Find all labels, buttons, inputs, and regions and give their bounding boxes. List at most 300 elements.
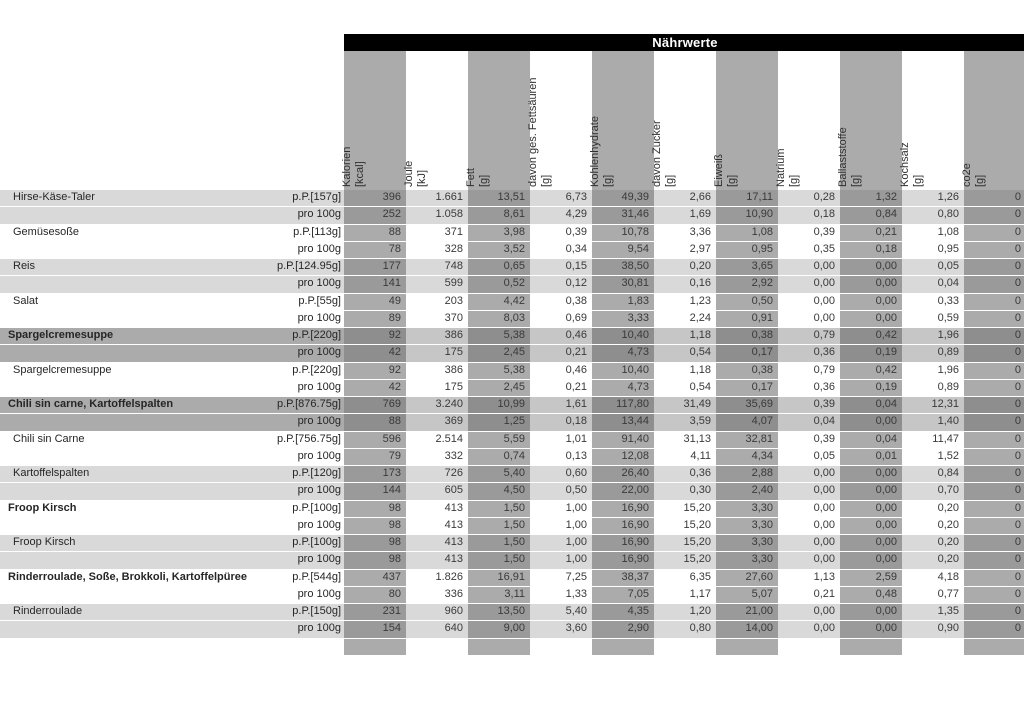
value-cell: 0,00 [778, 466, 840, 482]
value-cell: 0,74 [468, 449, 530, 465]
value-cell: 0 [964, 621, 1024, 637]
value-cell: 98 [344, 518, 406, 534]
portion-label: p.P.[100g] [292, 536, 341, 548]
value-cell: 0,21 [778, 587, 840, 603]
value-cell: 0,19 [840, 380, 902, 396]
value-cell: 4,34 [716, 449, 778, 465]
value-cell: 0,79 [778, 363, 840, 379]
value-cell: 1,13 [778, 570, 840, 586]
value-cell: 0,00 [840, 466, 902, 482]
value-cell: 4,29 [530, 207, 592, 223]
value-cell: 5,38 [468, 363, 530, 379]
value-cell: 0,04 [902, 276, 964, 292]
value-cell: 0,46 [530, 363, 592, 379]
column-header [589, 51, 654, 190]
value-cell: 3.240 [406, 397, 468, 413]
item-label-cell [0, 552, 344, 568]
value-cell: 0,39 [530, 225, 592, 241]
value-cell: 0,54 [654, 380, 716, 396]
item-label-cell [0, 483, 344, 499]
portion-label: pro 100g [297, 311, 341, 324]
table-row [0, 225, 1024, 242]
table-row [0, 276, 1024, 293]
value-cell: 13,50 [468, 604, 530, 620]
value-cell: 0,00 [778, 518, 840, 534]
portion-label: pro 100g [297, 415, 341, 428]
portion-label: p.P.[220g] [292, 363, 341, 376]
value-cell: 0,36 [654, 466, 716, 482]
value-cell: 0 [964, 604, 1024, 620]
value-cell: 0,05 [902, 259, 964, 275]
footer-stripe [654, 639, 716, 655]
value-cell: 4,07 [716, 414, 778, 430]
item-label-cell [0, 449, 344, 465]
value-cell: 1,69 [654, 207, 716, 223]
item-name: Rinderroulade, Soße, Brokkoli, Kartoffelpüree [8, 570, 247, 583]
value-cell: 0,33 [902, 294, 964, 310]
value-cell: 960 [406, 604, 468, 620]
value-cell: 0 [964, 242, 1024, 258]
item-label-cell [0, 432, 344, 448]
table-row [0, 242, 1024, 259]
value-cell: 605 [406, 483, 468, 499]
value-cell: 80 [344, 587, 406, 603]
item-name: Froop Kirsch [8, 501, 77, 514]
footer-stripe [840, 639, 902, 655]
value-cell: 0,00 [778, 552, 840, 568]
footer-stripe [344, 639, 406, 655]
value-cell: 15,20 [654, 501, 716, 517]
value-cell: 79 [344, 449, 406, 465]
column-name: Ballaststoffe [837, 127, 849, 187]
value-cell: 175 [406, 380, 468, 396]
value-cell: 413 [406, 535, 468, 551]
value-cell: 92 [344, 328, 406, 344]
value-cell: 38,50 [592, 259, 654, 275]
value-cell: 0,80 [654, 621, 716, 637]
value-cell: 31,49 [654, 397, 716, 413]
value-cell: 0 [964, 466, 1024, 482]
value-cell: 0,90 [902, 621, 964, 637]
value-cell: 0,18 [530, 414, 592, 430]
value-cell: 3,11 [468, 587, 530, 603]
column-unit: [g] [663, 174, 676, 187]
value-cell: 0 [964, 414, 1024, 430]
value-cell: 78 [344, 242, 406, 258]
value-cell: 11,47 [902, 432, 964, 448]
value-cell: 1,26 [902, 190, 964, 206]
value-cell: 0,20 [654, 259, 716, 275]
table-row [0, 604, 1024, 621]
table-row [0, 294, 1024, 311]
item-name: Chili sin carne, Kartoffelspalten [8, 398, 174, 410]
value-cell: 599 [406, 276, 468, 292]
value-cell: 371 [406, 225, 468, 241]
value-cell: 3,52 [468, 242, 530, 258]
value-cell: 0,35 [778, 242, 840, 258]
value-cell: 3,36 [654, 225, 716, 241]
value-cell: 6,73 [530, 190, 592, 206]
value-cell: 21,00 [716, 604, 778, 620]
value-cell: 1,50 [468, 518, 530, 534]
value-cell: 1,35 [902, 604, 964, 620]
value-cell: 0 [964, 518, 1024, 534]
value-cell: 252 [344, 207, 406, 223]
value-cell: 0,70 [902, 483, 964, 499]
value-cell: 0,95 [902, 242, 964, 258]
item-label-cell [0, 518, 344, 534]
column-name: davon ges. Fettsäuren [527, 77, 539, 187]
portion-label: p.P.[157g] [292, 191, 341, 203]
table-row [0, 570, 1024, 587]
value-cell: 3,59 [654, 414, 716, 430]
value-cell: 15,20 [654, 535, 716, 551]
value-cell: 0,52 [468, 276, 530, 292]
value-cell: 8,61 [468, 207, 530, 223]
portion-label: p.P.[220g] [292, 329, 341, 341]
value-cell: 1,18 [654, 328, 716, 344]
portion-label: p.P.[756.75g] [276, 432, 341, 445]
value-cell: 437 [344, 570, 406, 586]
value-cell: 5,38 [468, 328, 530, 344]
value-cell: 0 [964, 587, 1024, 603]
value-cell: 3,65 [716, 259, 778, 275]
item-label-cell [0, 225, 344, 241]
value-cell: 35,69 [716, 397, 778, 413]
value-cell: 15,20 [654, 552, 716, 568]
value-cell: 0 [964, 190, 1024, 206]
column-label [713, 154, 738, 187]
value-cell: 1,08 [902, 225, 964, 241]
value-cell: 144 [344, 483, 406, 499]
value-cell: 0,00 [778, 621, 840, 637]
value-cell: 336 [406, 587, 468, 603]
footer-stripe [468, 639, 530, 655]
portion-label: pro 100g [297, 484, 341, 497]
value-cell: 10,99 [468, 397, 530, 413]
item-label-cell [0, 535, 344, 551]
column-label [837, 127, 862, 187]
table-row [0, 449, 1024, 466]
item-label-cell [0, 311, 344, 327]
item-name: Hirse-Käse-Taler [13, 191, 95, 203]
column-label [651, 120, 676, 187]
value-cell: 0,84 [840, 207, 902, 223]
value-cell: 0 [964, 207, 1024, 223]
table-row [0, 190, 1024, 207]
value-cell: 0,20 [902, 501, 964, 517]
value-cell: 2,66 [654, 190, 716, 206]
value-cell: 27,60 [716, 570, 778, 586]
portion-label: p.P.[55g] [298, 294, 341, 307]
footer-stripe-row [344, 639, 1024, 655]
value-cell: 1,20 [654, 604, 716, 620]
value-cell: 0,00 [840, 259, 902, 275]
value-cell: 31,46 [592, 207, 654, 223]
item-label-cell [0, 294, 344, 310]
column-label [403, 161, 428, 187]
value-cell: 26,40 [592, 466, 654, 482]
value-cell: 10,40 [592, 363, 654, 379]
value-cell: 16,90 [592, 552, 654, 568]
value-cell: 1,01 [530, 432, 592, 448]
column-name: Natrium [775, 148, 787, 187]
column-name: Kalorien [341, 146, 353, 187]
portion-label: pro 100g [297, 208, 341, 221]
value-cell: 0 [964, 483, 1024, 499]
value-cell: 0,46 [530, 328, 592, 344]
portion-label: pro 100g [297, 622, 341, 635]
value-cell: 0 [964, 259, 1024, 275]
value-cell: 0,01 [840, 449, 902, 465]
column-name: Kochsalz [899, 142, 911, 187]
value-cell: 0,00 [840, 501, 902, 517]
value-cell: 1,33 [530, 587, 592, 603]
value-cell: 0,54 [654, 345, 716, 361]
value-cell: 0,00 [840, 311, 902, 327]
value-cell: 98 [344, 552, 406, 568]
value-cell: 0,50 [716, 294, 778, 310]
column-name: co2e [961, 163, 973, 187]
column-header [527, 51, 592, 190]
value-cell: 328 [406, 242, 468, 258]
value-cell: 3,30 [716, 501, 778, 517]
value-cell: 0,60 [530, 466, 592, 482]
value-cell: 2,92 [716, 276, 778, 292]
value-cell: 16,90 [592, 535, 654, 551]
portion-label: p.P.[120g] [292, 467, 341, 479]
item-label-cell [0, 501, 344, 517]
column-unit: [g] [973, 174, 986, 187]
column-name: Fett [465, 168, 477, 187]
value-cell: 2,88 [716, 466, 778, 482]
value-cell: 0 [964, 225, 1024, 241]
item-label-cell [0, 328, 344, 344]
table-row [0, 552, 1024, 569]
column-unit: [g] [787, 174, 800, 187]
value-cell: 0 [964, 311, 1024, 327]
item-label-cell [0, 380, 344, 396]
value-cell: 0,39 [778, 397, 840, 413]
value-cell: 3,30 [716, 535, 778, 551]
value-cell: 38,37 [592, 570, 654, 586]
value-cell: 0,34 [530, 242, 592, 258]
column-name: Kohlenhydrate [589, 116, 601, 187]
column-header-row [341, 51, 1024, 190]
value-cell: 0,91 [716, 311, 778, 327]
value-cell: 4,18 [902, 570, 964, 586]
value-cell: 0 [964, 397, 1024, 413]
value-cell: 748 [406, 259, 468, 275]
column-header [713, 51, 778, 190]
column-name: Joule [403, 160, 415, 187]
value-cell: 5,59 [468, 432, 530, 448]
value-cell: 0,20 [902, 552, 964, 568]
value-cell: 0,36 [778, 345, 840, 361]
value-cell: 0,65 [468, 259, 530, 275]
value-cell: 0 [964, 570, 1024, 586]
value-cell: 369 [406, 414, 468, 430]
value-cell: 0,16 [654, 276, 716, 292]
value-cell: 3,30 [716, 518, 778, 534]
value-cell: 4,11 [654, 449, 716, 465]
value-cell: 0,00 [778, 501, 840, 517]
value-cell: 6,35 [654, 570, 716, 586]
value-cell: 0,28 [778, 190, 840, 206]
value-cell: 13,44 [592, 414, 654, 430]
value-cell: 0 [964, 552, 1024, 568]
portion-label: p.P.[100g] [292, 501, 341, 514]
table-row [0, 207, 1024, 224]
item-name: Spargelcremesuppe [8, 329, 114, 341]
value-cell: 0 [964, 328, 1024, 344]
value-cell: 3,33 [592, 311, 654, 327]
item-label-cell [0, 345, 344, 361]
footer-stripe [592, 639, 654, 655]
value-cell: 13,51 [468, 190, 530, 206]
column-unit: [g] [477, 174, 490, 187]
table-row [0, 501, 1024, 518]
value-cell: 0,04 [778, 414, 840, 430]
item-label-cell [0, 587, 344, 603]
item-name: Spargelcremesuppe [13, 363, 112, 376]
value-cell: 5,07 [716, 587, 778, 603]
value-cell: 31,13 [654, 432, 716, 448]
value-cell: 1,25 [468, 414, 530, 430]
value-cell: 0,39 [778, 432, 840, 448]
item-name: Chili sin Carne [13, 432, 85, 445]
table-body [0, 190, 1024, 639]
value-cell: 386 [406, 363, 468, 379]
table-title: Nährwerte [344, 34, 1024, 51]
item-label-cell [0, 414, 344, 430]
value-cell: 1,32 [840, 190, 902, 206]
value-cell: 2,90 [592, 621, 654, 637]
table-row [0, 518, 1024, 535]
portion-label: pro 100g [297, 518, 341, 531]
value-cell: 1,96 [902, 328, 964, 344]
value-cell: 0,50 [530, 483, 592, 499]
value-cell: 1,50 [468, 535, 530, 551]
column-label [899, 142, 924, 187]
value-cell: 396 [344, 190, 406, 206]
value-cell: 0,79 [778, 328, 840, 344]
value-cell: 89 [344, 311, 406, 327]
column-header [961, 51, 1024, 190]
value-cell: 10,90 [716, 207, 778, 223]
value-cell: 4,35 [592, 604, 654, 620]
value-cell: 0 [964, 449, 1024, 465]
value-cell: 0,04 [840, 432, 902, 448]
portion-label: pro 100g [297, 346, 341, 359]
value-cell: 0,19 [840, 345, 902, 361]
value-cell: 12,31 [902, 397, 964, 413]
footer-stripe [902, 639, 964, 655]
value-cell: 2,24 [654, 311, 716, 327]
value-cell: 1.058 [406, 207, 468, 223]
footer-stripe [406, 639, 468, 655]
item-label-cell [0, 570, 344, 586]
value-cell: 7,25 [530, 570, 592, 586]
value-cell: 1,50 [468, 552, 530, 568]
value-cell: 726 [406, 466, 468, 482]
value-cell: 9,54 [592, 242, 654, 258]
item-name: Salat [13, 294, 39, 307]
value-cell: 98 [344, 501, 406, 517]
value-cell: 1,00 [530, 518, 592, 534]
value-cell: 0 [964, 432, 1024, 448]
item-label-cell [0, 276, 344, 292]
value-cell: 42 [344, 380, 406, 396]
value-cell: 0,18 [840, 242, 902, 258]
value-cell: 231 [344, 604, 406, 620]
value-cell: 9,00 [468, 621, 530, 637]
table-row [0, 414, 1024, 431]
table-row [0, 483, 1024, 500]
value-cell: 16,90 [592, 501, 654, 517]
column-name: davon Zucker [651, 120, 663, 187]
value-cell: 0,48 [840, 587, 902, 603]
value-cell: 2,45 [468, 345, 530, 361]
portion-label: pro 100g [297, 449, 341, 462]
value-cell: 0,00 [840, 535, 902, 551]
table-row [0, 328, 1024, 345]
item-name: Reis [13, 260, 36, 272]
value-cell: 0,18 [778, 207, 840, 223]
value-cell: 8,03 [468, 311, 530, 327]
value-cell: 49 [344, 294, 406, 310]
value-cell: 175 [406, 345, 468, 361]
table-row [0, 363, 1024, 380]
value-cell: 0 [964, 276, 1024, 292]
value-cell: 0 [964, 501, 1024, 517]
portion-label: pro 100g [297, 242, 341, 255]
value-cell: 0,59 [902, 311, 964, 327]
value-cell: 386 [406, 328, 468, 344]
column-unit: [kJ] [415, 169, 428, 187]
value-cell: 1,00 [530, 552, 592, 568]
value-cell: 0,04 [840, 397, 902, 413]
value-cell: 98 [344, 535, 406, 551]
value-cell: 2,97 [654, 242, 716, 258]
table-row [0, 397, 1024, 414]
column-header [465, 51, 530, 190]
value-cell: 0,42 [840, 328, 902, 344]
value-cell: 10,40 [592, 328, 654, 344]
value-cell: 1,50 [468, 501, 530, 517]
portion-label: p.P.[113g] [293, 225, 341, 238]
value-cell: 0,89 [902, 380, 964, 396]
footer-stripe [530, 639, 592, 655]
table-row [0, 466, 1024, 483]
value-cell: 32,81 [716, 432, 778, 448]
value-cell: 88 [344, 225, 406, 241]
column-label [527, 78, 552, 187]
value-cell: 0,39 [778, 225, 840, 241]
value-cell: 2,59 [840, 570, 902, 586]
table-row [0, 432, 1024, 449]
value-cell: 141 [344, 276, 406, 292]
value-cell: 332 [406, 449, 468, 465]
portion-label: pro 100g [297, 277, 341, 290]
value-cell: 22,00 [592, 483, 654, 499]
value-cell: 0,00 [840, 276, 902, 292]
value-cell: 42 [344, 345, 406, 361]
value-cell: 1,23 [654, 294, 716, 310]
column-label [775, 148, 800, 187]
value-cell: 0,00 [840, 518, 902, 534]
item-label-cell [0, 259, 344, 275]
